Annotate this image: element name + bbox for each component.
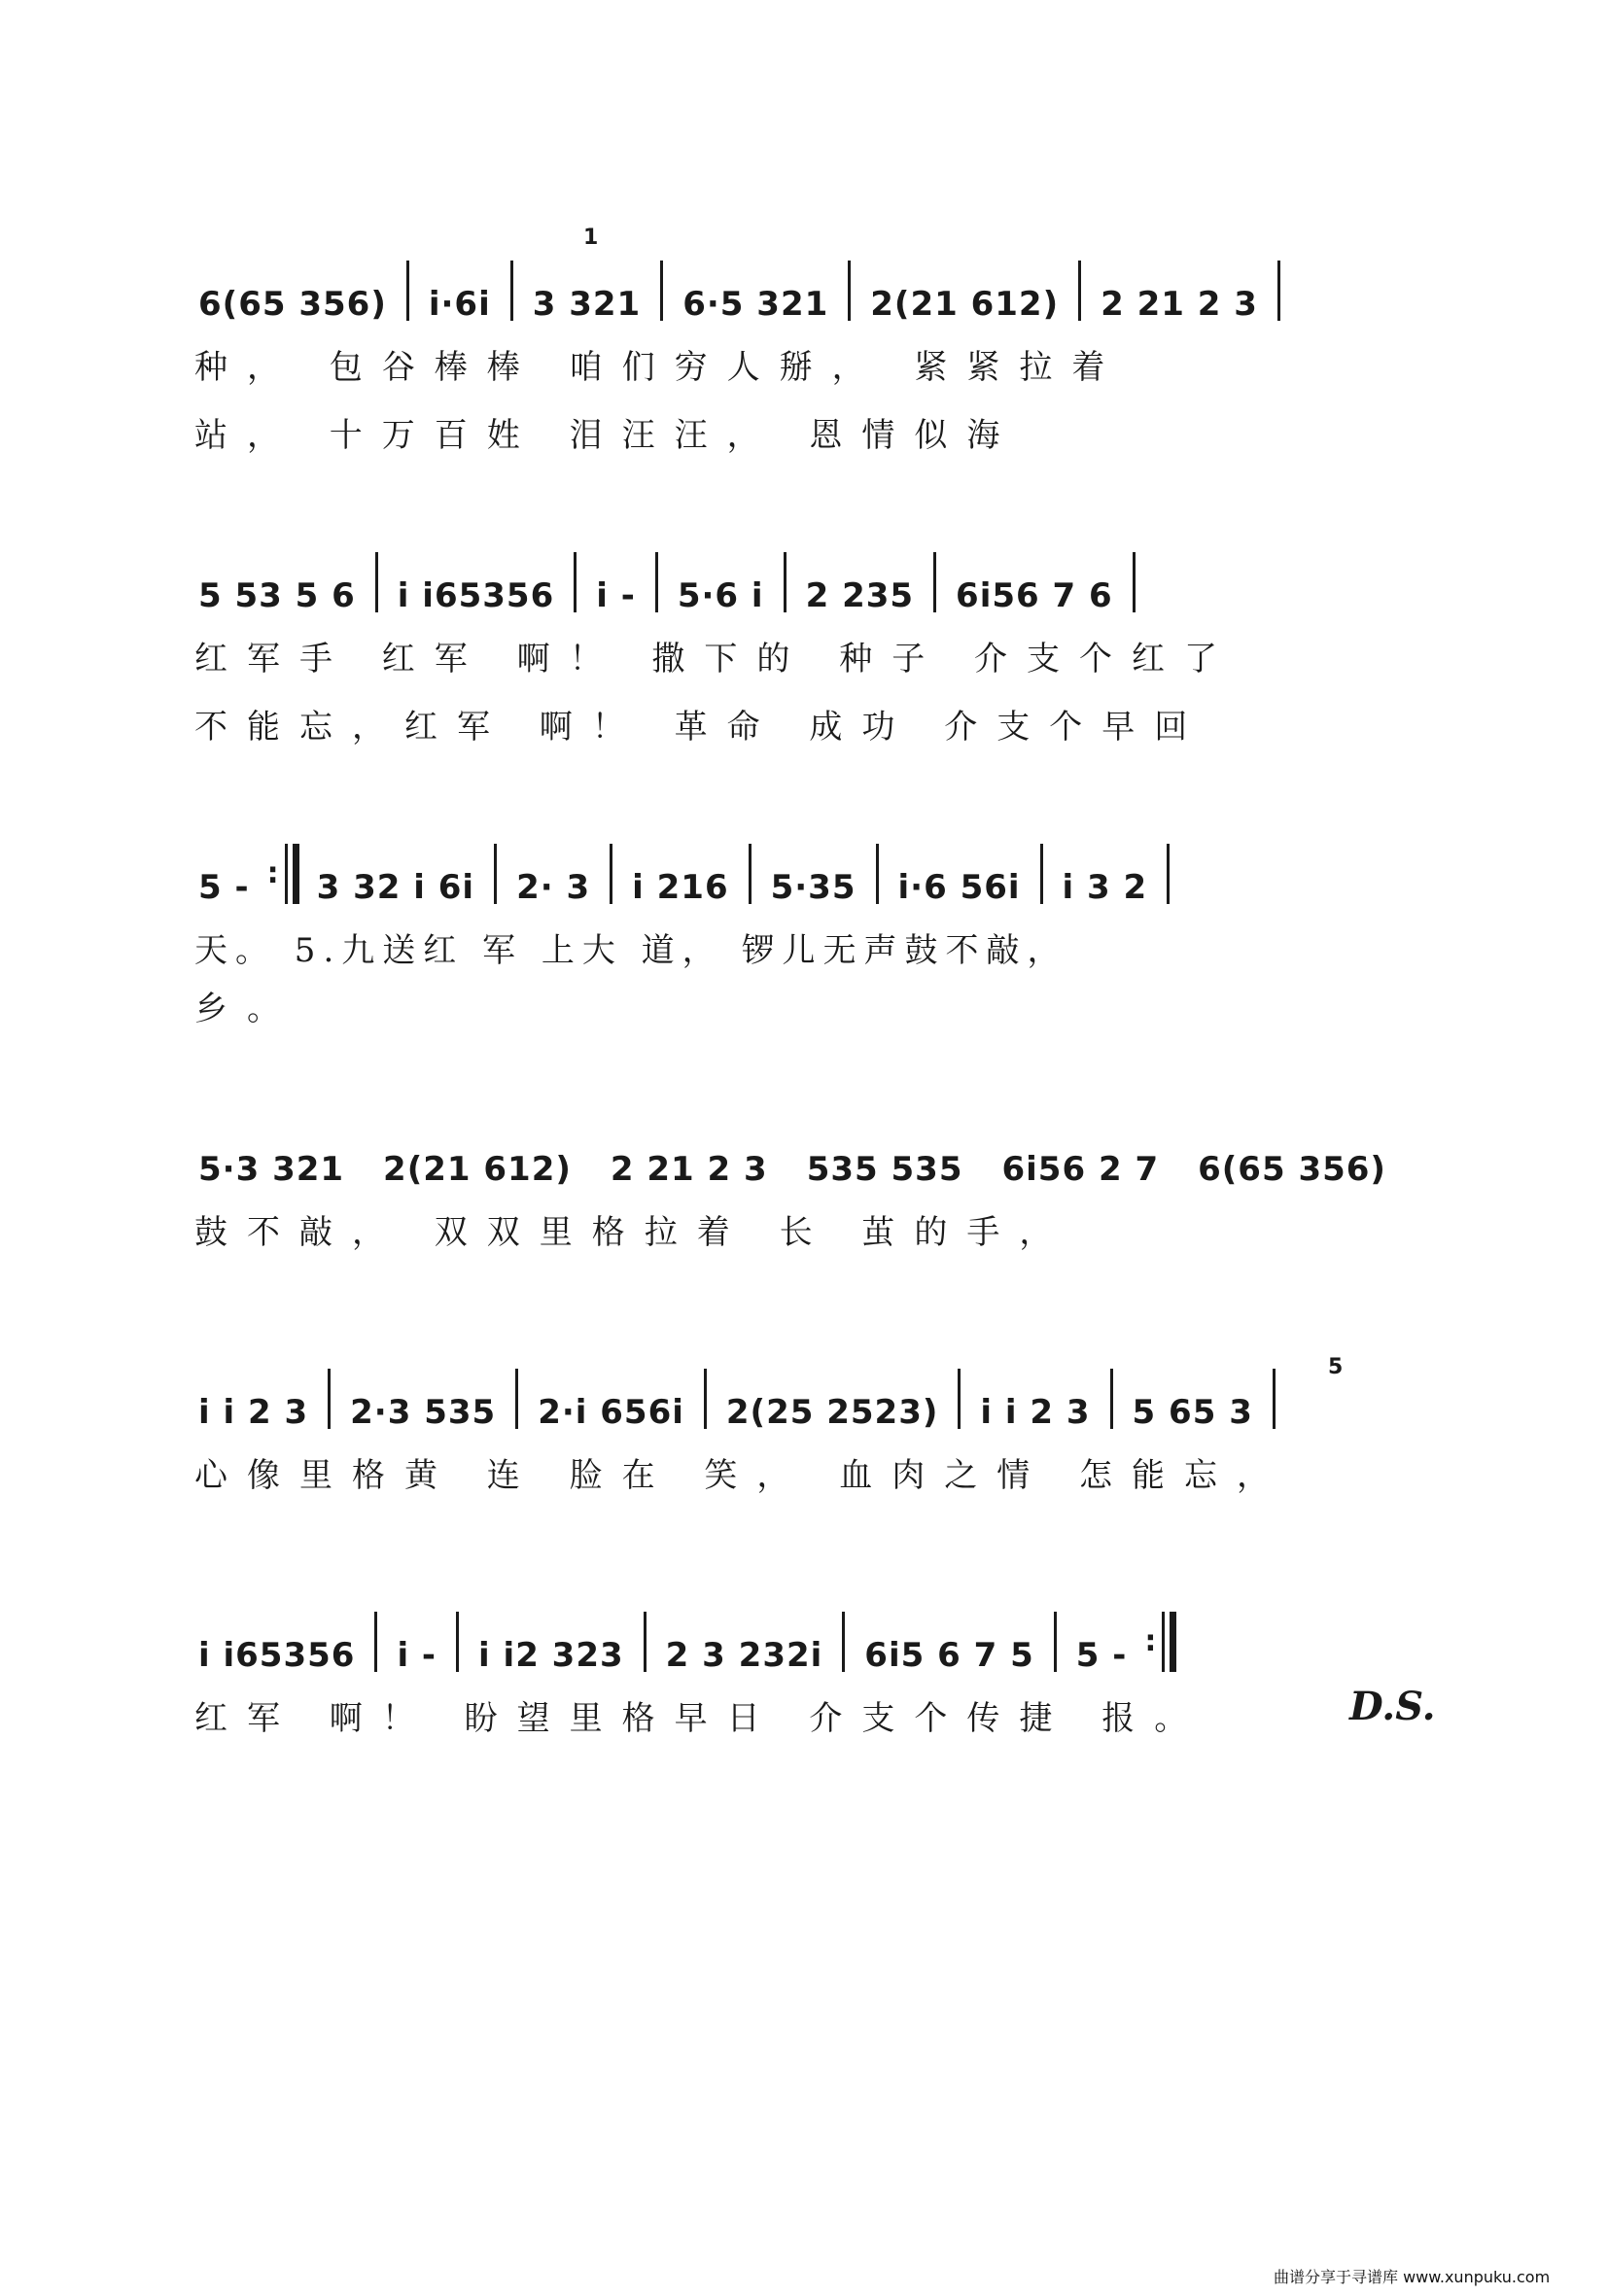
barline: [494, 844, 497, 904]
lyric-line-1: 红军手 红军 啊！ 撒下的 种子 介支个红了: [194, 640, 1238, 678]
measure: 6i56 2 7: [1001, 1150, 1160, 1189]
measure: 5·3 321: [198, 1150, 345, 1189]
footer-credit: 曲谱分享于寻谱库 www.xunpuku.com: [1274, 2268, 1551, 2286]
barline: [876, 844, 879, 904]
barline: [1273, 1369, 1276, 1429]
measure: 5·6 i: [677, 576, 764, 615]
measure: 2(21 612): [383, 1150, 572, 1189]
lyric-line-1: 鼓不敲， 双双里格拉着 长 茧的手，: [194, 1213, 1072, 1252]
lyric-line-2: 站， 十万百姓 泪汪汪， 恩情似海: [194, 416, 1020, 455]
lyric-line-1: 红军 啊！ 盼望里格早日 介支个传捷 报。: [194, 1699, 1207, 1738]
barline: [610, 844, 612, 904]
barline: [1040, 844, 1043, 904]
notes-row: [194, 1361, 1419, 1432]
measure: 2 3 232i: [665, 1636, 823, 1675]
barline: [574, 552, 577, 612]
measure: 5·35: [770, 868, 856, 907]
barline: [749, 844, 752, 904]
first-ending-marker: 1: [583, 226, 599, 250]
notes-row: [194, 1604, 1419, 1675]
barline: [848, 261, 851, 321]
barline: [655, 552, 658, 612]
barline: [1133, 552, 1136, 612]
notes-row: [194, 1118, 1419, 1189]
dal-segno-mark: D.S.: [1349, 1684, 1436, 1729]
measure: i·6 56i: [897, 868, 1021, 907]
measure: i i 2 3: [198, 1393, 309, 1432]
measure: 2 235: [805, 576, 915, 615]
measure: i i 2 3: [980, 1393, 1091, 1432]
barline: [1167, 844, 1170, 904]
barline: [842, 1612, 845, 1672]
measure: 5 65 3: [1132, 1393, 1253, 1432]
barline: [406, 261, 409, 321]
measure: 2(21 612): [870, 285, 1060, 324]
measure: i i65356: [198, 1636, 356, 1675]
barline: [933, 552, 936, 612]
measure: i i2 323: [478, 1636, 624, 1675]
measure: 2 21 2 3: [1101, 285, 1258, 324]
measure: 6i56 7 6: [956, 576, 1113, 615]
lyric-line-1: 天。 5.九送红 军 上大 道， 锣儿无声鼓不敲，: [194, 931, 1068, 970]
measure: 6(65 356): [1198, 1150, 1386, 1189]
measure: 5 -: [198, 868, 250, 907]
measure: i 3 2: [1062, 868, 1148, 907]
measure: 2· 3: [516, 868, 591, 907]
measure: 2·3 535: [350, 1393, 497, 1432]
barline: [1078, 261, 1081, 321]
barline: [660, 261, 663, 321]
barline: [328, 1369, 331, 1429]
lyric-line-2: 乡。: [194, 990, 299, 1028]
measure: 5 -: [1075, 1636, 1128, 1675]
repeat-end-barline: :: [267, 844, 299, 904]
barline: [375, 552, 378, 612]
measure: 6·5 321: [682, 285, 829, 324]
lyric-line-2: 不能忘，红军 啊！ 革命 成功 介支个早回: [194, 708, 1207, 747]
lyric-line-1: 心像里格黄 连 脸在 笑， 血肉之情 怎能忘，: [194, 1456, 1290, 1495]
measure: i 216: [632, 868, 729, 907]
measure: 2·i 656i: [538, 1393, 684, 1432]
barline: [510, 261, 513, 321]
measure: 5 53 5 6: [198, 576, 356, 615]
final-repeat-barline: :: [1144, 1612, 1176, 1672]
barline: [958, 1369, 961, 1429]
notes-row: [194, 836, 1419, 907]
grace-note: 5: [1328, 1355, 1344, 1379]
barline: [456, 1612, 459, 1672]
barline: [784, 552, 787, 612]
measure: 6(65 356): [198, 285, 387, 324]
measure: 3 32 i 6i: [316, 868, 475, 907]
barline: [644, 1612, 647, 1672]
measure: 6i5 6 7 5: [864, 1636, 1034, 1675]
measure: i -: [397, 1636, 437, 1675]
notes-row: [194, 544, 1419, 615]
barline: [374, 1612, 377, 1672]
barline: [1110, 1369, 1113, 1429]
measure: i·6i: [428, 285, 491, 324]
barline: [515, 1369, 518, 1429]
measure: 2 21 2 3: [610, 1150, 768, 1189]
measure: 535 535: [806, 1150, 963, 1189]
measure: 3 321: [532, 285, 642, 324]
barline: [704, 1369, 707, 1429]
measure: i -: [596, 576, 636, 615]
measure: 2(25 2523): [725, 1393, 939, 1432]
lyric-line-1: 种， 包谷棒棒 咱们穷人掰， 紧紧拉着: [194, 348, 1125, 387]
measure: i i65356: [397, 576, 555, 615]
barline: [1277, 261, 1280, 321]
barline: [1054, 1612, 1057, 1672]
notes-row: [194, 253, 1419, 324]
